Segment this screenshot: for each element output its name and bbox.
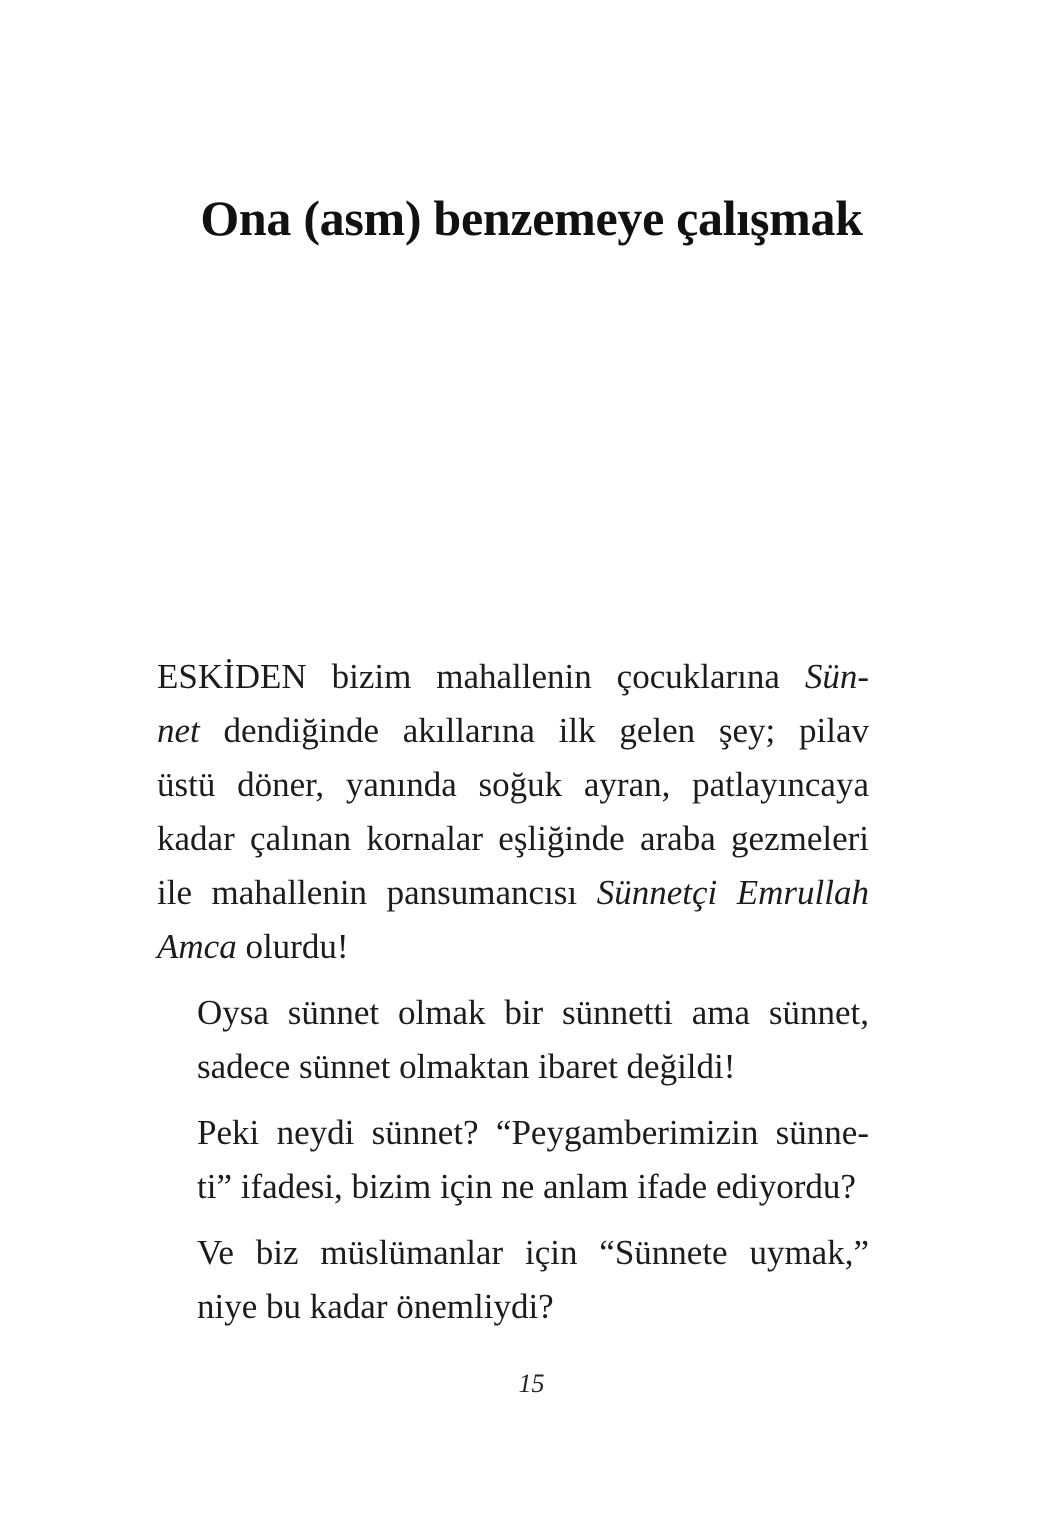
text-line [157,1280,869,1334]
text-line [157,866,869,920]
text-line [157,986,869,1040]
text-run: dendiğinde akıllarına ilk gelen şey; pilav [199,711,869,750]
text-run: ESKİDEN bizim mahallenin çocuklarına [157,657,805,696]
text-run: Ve biz müslümanlar için “Sünnete uymak,” [197,1233,869,1272]
text-run: ile mahallenin pansumancısı [157,873,597,912]
body-text [157,650,869,1346]
text-run: sadece sünnet olmaktan ibaret değildi! [197,1047,736,1086]
text-run: Oysa sünnet olmak bir sünnetti ama sünnet, [197,993,869,1032]
paragraph [157,986,869,1094]
text-line [157,920,869,974]
italic-text: net [157,711,200,750]
text-line [157,1226,869,1280]
text-line [157,650,869,704]
text-line [157,1160,869,1214]
text-run: niye bu kadar önemliydi? [197,1287,554,1326]
text-run: Peki neydi sünnet? “Peygamberimizin sünne- [197,1113,869,1152]
text-run: ti” ifadesi, bizim için ne anlam ifade ediyordu? [197,1167,856,1206]
page-number: 15 [518,1369,545,1398]
text-line [157,1106,869,1160]
text-run: olurdu! [236,927,349,966]
chapter-title: Ona (asm) benzemeye çalışmak [200,190,863,246]
text-line [157,1040,869,1094]
text-line [157,812,869,866]
text-run: üstü döner, yanında soğuk ayran, patlayıncaya [157,765,869,804]
italic-text: Sünnetçi Emrullah [596,873,869,912]
paragraph [157,1106,869,1214]
italic-text: Sün- [804,657,869,696]
paragraph [157,1226,869,1334]
text-line [157,758,869,812]
text-line [157,704,869,758]
text-run: kadar çalınan kornalar eşliğinde araba gezmeleri [157,819,869,858]
paragraph [157,650,869,974]
italic-text: Amca [157,927,237,966]
